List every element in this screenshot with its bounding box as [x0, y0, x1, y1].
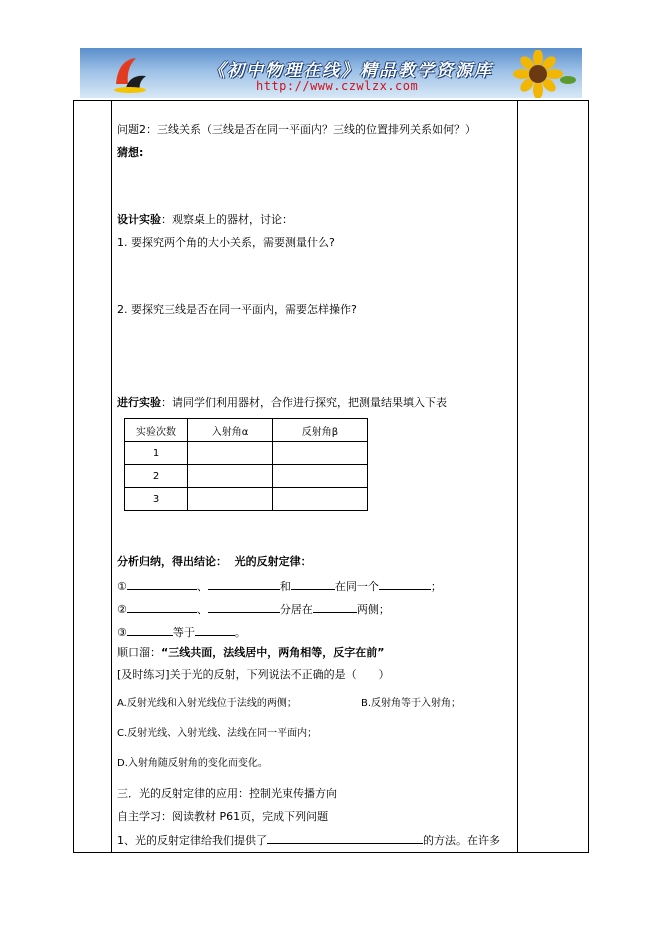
c1-in: 在同一个 [334, 580, 379, 593]
sunflower-icon [506, 50, 576, 98]
blank[interactable] [267, 832, 423, 844]
conclusion-2 [117, 601, 390, 617]
reflection-cell[interactable] [273, 488, 368, 511]
conclusion-3 [117, 624, 246, 640]
practice-question: [及时练习]关于光的反射，下列说法不正确的是（ ） [117, 668, 390, 681]
header-incidence-angle: 入射角α [188, 419, 273, 442]
do-experiment [117, 396, 447, 410]
frame-top [73, 100, 589, 101]
c3-eq: 等于 [172, 626, 195, 639]
trial-number: 1 [125, 442, 188, 465]
design-item-1: 1. 要探究两个角的大小关系，需要测量什么? [117, 236, 335, 249]
option-b: B.反射角等于入射角； [361, 698, 462, 709]
c1-end: ； [430, 580, 442, 593]
banner-title: 《初中物理在线》精品教学资源库 [208, 61, 493, 81]
frame-col1 [111, 100, 112, 853]
table-row [125, 442, 368, 465]
blank[interactable] [208, 578, 280, 590]
c2-sides: 分居在 [279, 603, 313, 616]
do-label: 进行实验 [117, 396, 161, 409]
blank[interactable] [379, 578, 431, 590]
do-text: ：请同学们利用器材，合作进行探究，把测量结果填入下表 [161, 396, 447, 409]
incidence-cell[interactable] [188, 488, 273, 511]
blank[interactable] [127, 578, 197, 590]
c3-prefix: ③ [117, 626, 127, 639]
c1-sep: 、 [196, 580, 208, 593]
header-trial: 实验次数 [125, 419, 188, 442]
guess-label: 猜想: [117, 146, 144, 159]
question-2: 问题2：三线关系（三线是否在同一平面内？三线的位置排列关系如何？） [117, 123, 476, 136]
rhyme-text: “三线共面，法线居中，两角相等，反字在前” [161, 646, 385, 659]
header-reflection-angle: 反射角β [273, 419, 368, 442]
reflection-cell[interactable] [273, 442, 368, 465]
design-text: ：观察桌上的器材，讨论： [161, 213, 293, 226]
c2-sep: 、 [196, 603, 208, 616]
reflection-cell[interactable] [273, 465, 368, 488]
design-item-2: 2. 要探究三线是否在同一平面内，需要怎样操作? [117, 303, 357, 316]
table-row [125, 488, 368, 511]
design-experiment [117, 213, 293, 227]
c1-and: 和 [279, 580, 291, 593]
frame-right [588, 100, 589, 853]
option-d: D.入射角随反射角的变化而变化。 [117, 758, 268, 769]
banner-url[interactable]: http://www.czwlzx.com [256, 79, 419, 93]
c2-end: 两侧； [356, 603, 390, 616]
q1-prefix: 1、光的反射定律给我们提供了 [117, 834, 267, 847]
analysis-label: 分析归纳，得出结论： [117, 555, 227, 568]
design-label: 设计实验 [117, 213, 161, 226]
blank[interactable] [313, 601, 357, 613]
site-logo-icon [110, 54, 150, 94]
option-a: A.反射光线和入射光线位于法线的两侧； [117, 698, 297, 709]
option-c: C.反射光线、入射光线、法线在同一平面内； [117, 728, 318, 739]
section-3-heading: 三．光的反射定律的应用：控制光束传播方向 [117, 787, 337, 800]
law-label: 光的反射定律： [234, 555, 312, 568]
trial-number: 2 [125, 465, 188, 488]
table-header-row [125, 419, 368, 442]
blank[interactable] [127, 624, 173, 636]
table-row [125, 465, 368, 488]
frame-col2 [517, 100, 518, 853]
blank[interactable] [195, 624, 235, 636]
incidence-cell[interactable] [188, 465, 273, 488]
experiment-table [124, 418, 368, 511]
header-banner [80, 48, 582, 98]
self-study: 自主学习：阅读教材 P61页，完成下列问题 [117, 810, 329, 823]
c1-prefix: ① [117, 580, 127, 593]
analysis-heading [117, 555, 312, 569]
conclusion-1 [117, 578, 442, 594]
rhyme-label: 顺口溜： [117, 646, 161, 659]
incidence-cell[interactable] [188, 442, 273, 465]
frame-left [73, 100, 74, 853]
c2-prefix: ② [117, 603, 127, 616]
c3-end: 。 [234, 626, 246, 639]
blank[interactable] [208, 601, 280, 613]
blank[interactable] [127, 601, 197, 613]
trial-number: 3 [125, 488, 188, 511]
frame-bottom [73, 852, 589, 853]
application-question-1 [117, 832, 500, 848]
blank[interactable] [291, 578, 335, 590]
rhyme [117, 646, 384, 660]
q1-suffix: 的方法。在许多 [423, 834, 500, 847]
